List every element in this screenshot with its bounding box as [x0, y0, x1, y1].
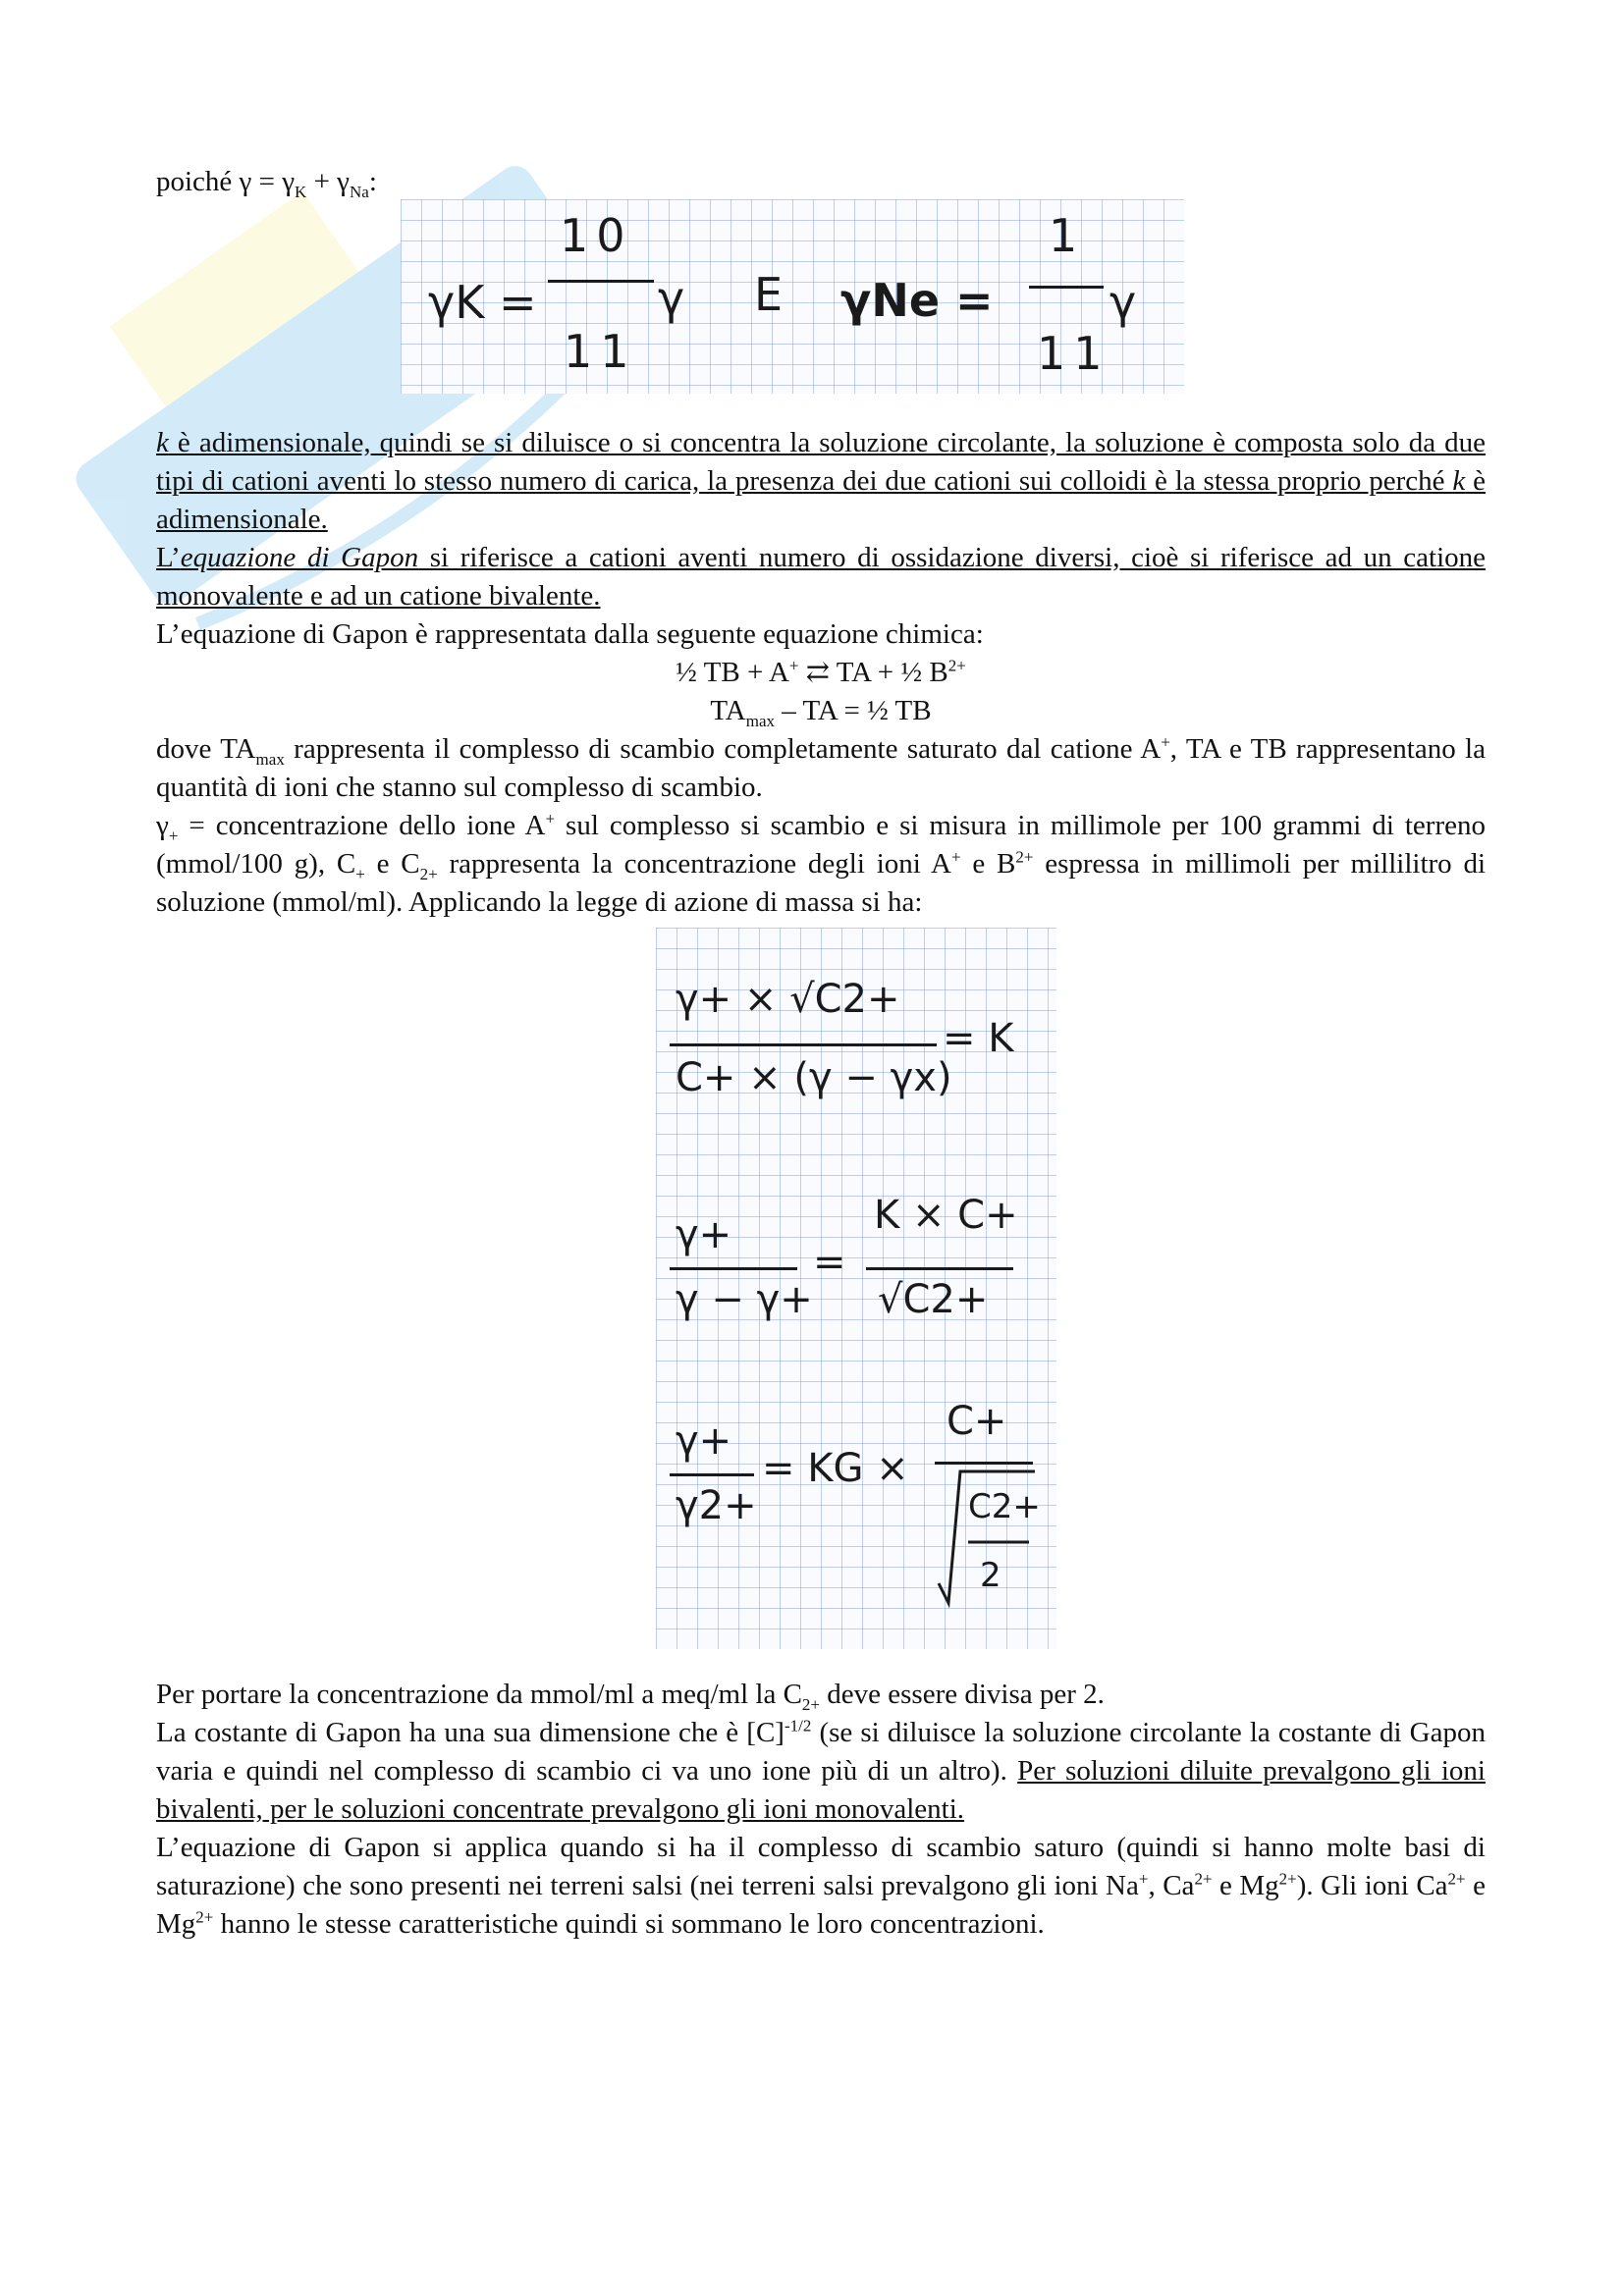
fraction-bar	[670, 1473, 754, 1476]
body-text-2	[156, 1676, 1486, 1944]
formula-ratio-right-numerator: K × C+	[874, 1193, 1018, 1238]
formula-mass-action-numerator: γ+ × √C2+	[676, 977, 900, 1022]
fraction-bar	[548, 280, 654, 283]
formula-ratio-left-denominator: γ − γ+	[676, 1277, 813, 1322]
paragraph-k-adimensional: k è adimensionale, quindi se si diluisce o si concentra la soluzione circolante, la soluzione è composta solo da due tipi di cationi aventi lo stesso numero di carica, la presenza dei due cationi sui colloidi è la stessa proprio perché k è adimensionale.	[156, 427, 1487, 535]
paragraph-gapon-definition: L’equazione di Gapon si riferisce a cationi aventi numero di ossidazione diversi, cioè si riferisce ad un catione monovalente e ad un catione bivalente.	[156, 542, 1487, 612]
fraction-bar	[670, 1267, 797, 1270]
paragraph-gapon-intro: L’equazione di Gapon è rappresentata dalla seguente equazione chimica:	[156, 618, 984, 650]
paragraph-conversion: Per portare la concentrazione da mmol/ml a meq/ml la $C_{2+}$ deve essere divisa per 2.	[156, 1679, 1105, 1714]
formula-ratio-left-numerator: γ+	[676, 1212, 732, 1257]
formula-mass-action-denominator: C+ × (γ − γx)	[676, 1055, 952, 1100]
formula-ratio-right-denominator: √C2+	[878, 1277, 989, 1322]
formula-gapon-right-numerator: C+	[947, 1399, 1007, 1444]
formula-gamma-na-denominator: 11	[1037, 327, 1110, 380]
equation-tamax: $TA_{max}$ – TA = ½ TB	[710, 695, 932, 730]
formula-gamma-k-denominator: 11	[564, 325, 637, 378]
fraction-bar	[670, 1043, 937, 1046]
formula-ratio-equals: =	[813, 1240, 846, 1285]
formula-gapon-constant: = KG ×	[762, 1446, 909, 1491]
paragraph-gapon-application: L’equazione di Gapon si applica quando si ha il complesso di scambio saturo (quindi si hanno molte basi di saturazione) che sono presenti nei terreni salsi (nei terreni salsi prevalgono gli ioni Na+, $Ca^{2+}$ e $Mg^{2+}$). Gli ioni $Ca^{2+}$ e $Mg^{2+}$ hanno le stesse caratteristiche quindi si sommano le loro concentrazioni.	[156, 1832, 1486, 1940]
fraction-bar	[1029, 286, 1104, 289]
body-text-1	[156, 424, 1486, 922]
formula-mass-action-equals: = K	[943, 1016, 1014, 1061]
fraction-bar	[866, 1267, 1013, 1270]
formula-gapon-sqrt-top: C2+	[968, 1487, 1041, 1526]
formula-gapon-left-numerator: γ+	[676, 1418, 732, 1464]
paragraph-tamax-def: dove $TA_{max}$ rappresenta il complesso di scambio completamente saturato dal catione A+, TA e TB rappresentano la quantità di ioni che stanno sul complesso di scambio.	[156, 732, 1486, 803]
formula-gamma-k-var: γ	[658, 272, 685, 325]
formula-gamma-na-label: γNe =	[840, 274, 994, 327]
paragraph-gapon-constant: La costante di Gapon ha una sua dimensione che è $[C]^{-1/2}$ (se si diluisce la soluzione circolante la costante di Gapon varia e quindi nel complesso di scambio ci va uno ione più di un altro). Per soluzioni diluite prevalgono gli ioni bivalenti, per le soluzioni concentrate prevalgono gli ioni monovalenti.	[156, 1716, 1486, 1825]
formula-gamma-k-label: γK =	[428, 276, 537, 329]
fraction-bar	[935, 1462, 1033, 1465]
formula-gapon-left-denominator: γ2+	[676, 1483, 757, 1528]
formula-image-gapon	[656, 928, 1056, 1649]
formula-gamma-na-numerator: 1	[1049, 209, 1078, 262]
equation-exchange: ½ TB + A+ ⇄ TA + ½ $B^{2+}$	[676, 656, 966, 688]
formula-gapon-sqrt-bottom: 2	[980, 1556, 1001, 1595]
paragraph-gamma-def: $\gamma_+$ = concentrazione dello ione A+ sul complesso si scambio e si misura in millimole per 100 grammi di terreno (mmol/100 g), $C_+$ e $C_{2+}$ rappresenta la concentrazione degli ioni A+ e $B^{2+}$ espressa in millimoli per millilitro di soluzione (mmol/ml). Applicando la legge di azione di massa si ha:	[156, 809, 1487, 918]
formula-joiner: E	[754, 268, 784, 321]
formula-image-gamma-ratio	[401, 199, 1184, 394]
formula-gamma-na-var: γ	[1109, 276, 1137, 329]
formula-gamma-k-numerator: 10	[560, 209, 633, 262]
intro-line: poiché $\gamma = \gamma_K + \gamma_{Na}$:	[156, 166, 377, 201]
